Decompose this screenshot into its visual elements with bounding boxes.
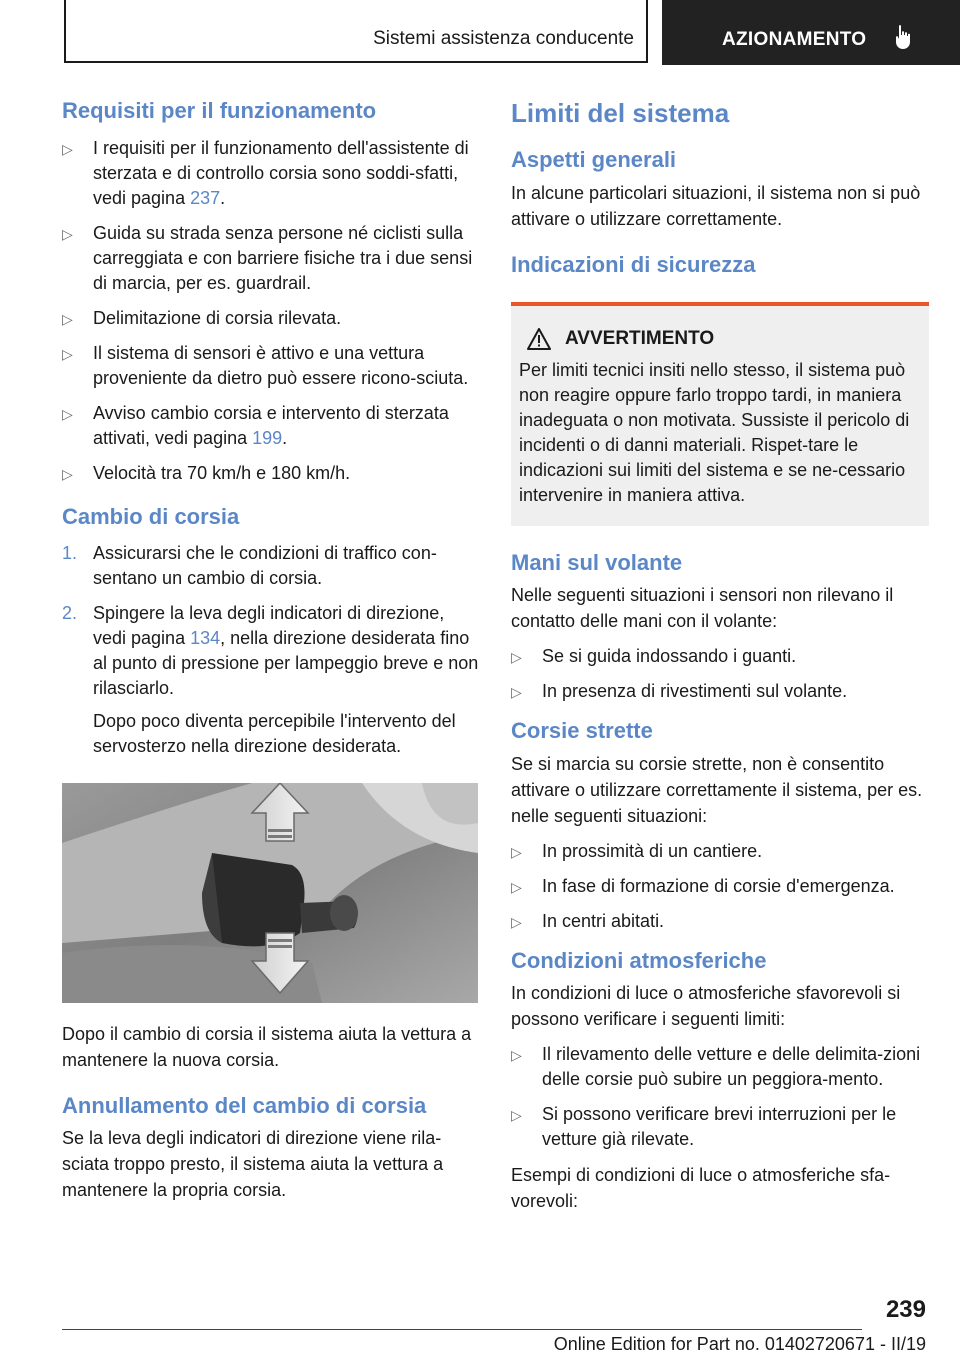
step-note: Dopo poco diventa percepibile l'intervento del servosterzo nella direzione desiderata. <box>93 710 456 756</box>
header-section-title: Sistemi assistenza conducente <box>373 28 634 49</box>
condizioni-heading: Condizioni atmosferiche <box>511 947 767 973</box>
list-item: ▷ Avviso cambio corsia e intervento di sterzata attivati, vedi pagina 199. <box>62 403 449 449</box>
turn-signal-lever-illustration <box>62 783 478 1003</box>
list-item: ▷ In centri abitati. <box>511 909 929 934</box>
triangle-bullet-icon: ▷ <box>62 406 73 423</box>
step-item: 2. Spingere la leva degli indicatori di direzione, vedi pagina 134, nella direzione desiderata fino al punto di pressione per lampeggio breve e non rilasciarlo. Dopo poco diventa percepibile l'intervento del servosterzo nella direzione desiderata. <box>62 601 480 759</box>
corsie-paragraph: Se si marcia su corsie strette, non è consentito attivare o utilizzare correttamente il sistema, per es. nelle seguenti situazioni: <box>511 753 923 826</box>
header-section-box <box>64 0 648 63</box>
mani-heading: Mani sul volante <box>511 549 683 575</box>
step-item: 1. Assicurarsi che le condizioni di traffico con‐sentano un cambio di corsia. <box>62 542 437 588</box>
page-link[interactable]: 237 <box>190 188 221 209</box>
list-item: ▷ I requisiti per il funzionamento dell'assistente di sterzata e di controllo corsia sono soddi‐sfatti, vedi pagina 237. <box>62 138 469 209</box>
triangle-bullet-icon: ▷ <box>511 913 522 930</box>
condizioni-paragraph: In condizioni di luce o atmosferiche sfavorevoli si possono verificare i seguenti limiti: <box>511 983 901 1030</box>
warning-triangle-icon <box>527 328 551 350</box>
page-number: 239 <box>885 1296 926 1323</box>
page-link[interactable]: 199 <box>252 428 283 449</box>
warning-box <box>511 302 929 526</box>
requisiti-list <box>62 136 480 486</box>
condizioni-list <box>511 1042 929 1152</box>
mani-paragraph: Nelle seguenti situazioni i sensori non rilevano il contatto delle mani con il volante: <box>511 585 894 632</box>
left-column <box>62 98 480 1203</box>
list-item: ▷ In presenza di rivestimenti sul volante. <box>511 679 929 704</box>
esempi-paragraph: Esempi di condizioni di luce o atmosferiche sfa‐vorevoli: <box>511 1165 891 1212</box>
annullamento-heading: Annullamento del cambio di corsia <box>62 1092 427 1118</box>
header-chapter-title: AZIONAMENTO <box>722 29 867 50</box>
footer-edition: Online Edition for Part no. 01402720671 - II/19 <box>553 1334 926 1354</box>
aspetti-paragraph: In alcune particolari situazioni, il sistema non si può attivare o utilizzare correttamente. <box>511 182 921 229</box>
triangle-bullet-icon: ▷ <box>62 311 73 328</box>
triangle-bullet-icon: ▷ <box>511 684 522 701</box>
list-item: ▷ In prossimità di un cantiere. <box>511 839 929 864</box>
triangle-bullet-icon: ▷ <box>511 1107 522 1124</box>
cambio-steps <box>62 541 480 759</box>
list-item: ▷ Se si guida indossando i guanti. <box>511 644 929 669</box>
corsie-heading: Corsie strette <box>511 718 653 744</box>
pointing-hand-icon <box>894 24 916 50</box>
mani-list <box>511 644 929 704</box>
triangle-bullet-icon: ▷ <box>62 226 73 243</box>
triangle-bullet-icon: ▷ <box>511 649 522 666</box>
list-item: ▷ Velocità tra 70 km/h e 180 km/h. <box>62 461 480 486</box>
list-item: ▷ Guida su strada senza persone né ciclisti sulla carreggiata e con barriere fisiche tra i due sensi di marcia, per es. guardrail. <box>62 223 473 294</box>
cambio-heading: Cambio di corsia <box>62 504 240 530</box>
list-item: ▷ Il rilevamento delle vetture e delle delimita‐zioni delle corsie può subire un peggiora‐mento. <box>511 1044 921 1090</box>
annullamento-paragraph: Se la leva degli indicatori di direzione viene rila‐sciata troppo presto, il sistema aiuta la vettura a mantenere la propria corsia. <box>62 1128 444 1201</box>
list-item: ▷ In fase di formazione di corsie d'emergenza. <box>511 874 929 899</box>
page-link[interactable]: 134 <box>190 627 221 648</box>
triangle-bullet-icon: ▷ <box>62 346 73 363</box>
after-image-paragraph: Dopo il cambio di corsia il sistema aiuta la vettura a mantenere la nuova corsia. <box>62 1023 472 1070</box>
corsie-list <box>511 839 929 934</box>
right-column <box>511 98 929 1214</box>
aspetti-heading: Aspetti generali <box>511 147 677 173</box>
list-item: ▷ Delimitazione di corsia rilevata. <box>62 306 480 331</box>
header-chapter-tab <box>662 0 960 65</box>
list-item: ▷ Il sistema di sensori è attivo e una vettura proveniente da dietro può essere ricono‐sciuta. <box>62 343 469 389</box>
warning-title: AVVERTIMENTO <box>565 327 715 349</box>
limiti-heading: Limiti del sistema <box>511 98 730 128</box>
triangle-bullet-icon: ▷ <box>62 141 73 158</box>
triangle-bullet-icon: ▷ <box>511 878 522 895</box>
triangle-bullet-icon: ▷ <box>62 466 73 483</box>
footer-divider <box>62 1329 862 1330</box>
sicurezza-heading: Indicazioni di sicurezza <box>511 251 756 277</box>
triangle-bullet-icon: ▷ <box>511 1047 522 1064</box>
list-item: ▷ Si possono verificare brevi interruzioni per le vetture già rilevate. <box>511 1104 897 1150</box>
requisiti-heading: Requisiti per il funzionamento <box>62 98 377 123</box>
warning-text: Per limiti tecnici insiti nello stesso, il sistema può non reagire oppure farlo troppo tardi, in maniera inadeguata o non motivata. Sussiste il pericolo di incidenti o di danni materiali. Rispet‐tare le indicazioni sui limiti del sistema e se ne‐cessario intervenire in maniera attiva. <box>519 359 910 505</box>
triangle-bullet-icon: ▷ <box>511 843 522 860</box>
